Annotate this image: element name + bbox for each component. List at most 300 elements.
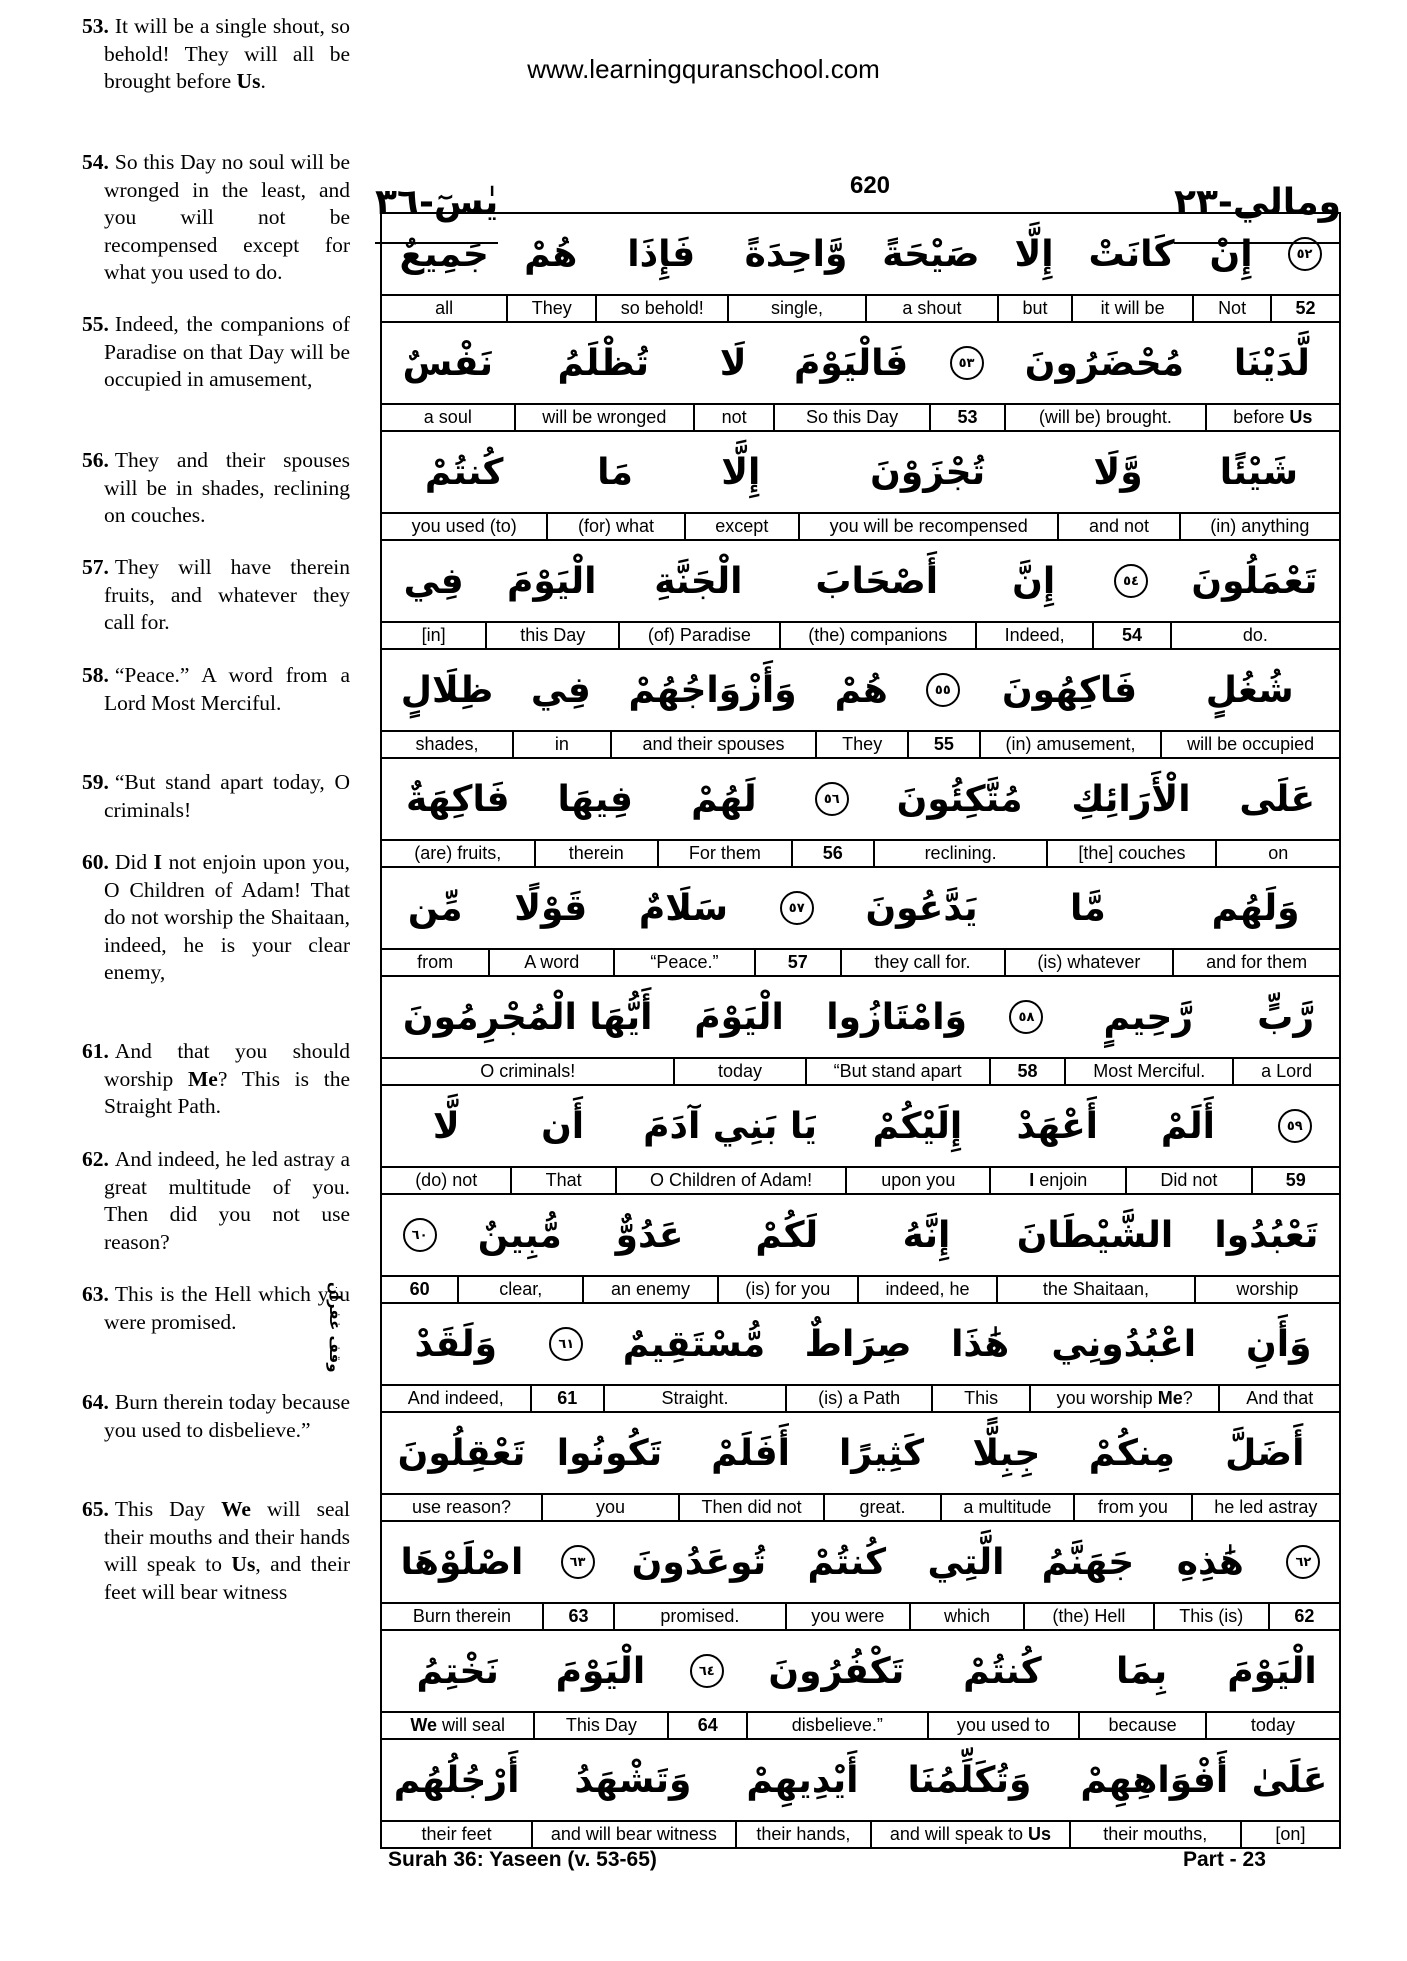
gloss-cell: will be wronged — [514, 405, 693, 430]
gloss-cell: reclining. — [873, 841, 1047, 866]
word-column — [684, 432, 798, 539]
gloss-cell: so behold! — [595, 296, 727, 321]
arabic-word: شُغُلٍ — [1160, 650, 1339, 732]
gloss-cell: (is) a Path — [785, 1386, 931, 1411]
word-column — [542, 1522, 613, 1629]
arabic-word: تُجْزَوْنَ — [798, 432, 1057, 514]
gloss-text: and will speak to — [889, 1824, 1028, 1844]
word-column — [927, 1631, 1079, 1738]
gloss-cell: do. — [1170, 623, 1339, 648]
verse-row — [382, 868, 1339, 977]
verse-translation — [82, 1146, 350, 1256]
word-by-word-grid — [380, 212, 1341, 1849]
ayah-marker-cell — [929, 323, 1004, 405]
arabic-word: مُتَّكِئُونَ — [873, 759, 1047, 841]
gloss-cell: from you — [1073, 1495, 1191, 1520]
arabic-word: صِرَاطٌ — [785, 1304, 931, 1386]
word-column — [989, 977, 1065, 1084]
verse-number: 60. — [82, 850, 109, 874]
word-column — [613, 868, 754, 975]
arabic-word: لَّدَيْنَا — [1205, 323, 1339, 405]
word-column — [615, 1086, 845, 1193]
word-column — [1240, 1740, 1339, 1847]
gloss-cell: he led astray — [1191, 1495, 1339, 1520]
gloss-cell — [1029, 1386, 1219, 1411]
verse-number: 59. — [82, 770, 109, 794]
arabic-word: فَاكِهَةٌ — [382, 759, 533, 841]
word-column — [940, 1413, 1073, 1520]
footer-part: Part - 23 — [1183, 1848, 1266, 1871]
arabic-word: لَّا — [382, 1086, 510, 1168]
arabic-word: لَا — [693, 323, 773, 405]
arabic-word: هُمْ — [506, 214, 595, 296]
word-column — [754, 868, 840, 975]
arabic-word: أَن — [510, 1086, 614, 1168]
arabic-word: هَٰذِهِ — [1153, 1522, 1268, 1604]
gloss-text: We — [410, 1715, 438, 1735]
verse-translation — [82, 311, 350, 394]
arabic-word: الْيَوْمَ — [1205, 1631, 1339, 1713]
surah-header: يٰسٓ-٣٦ — [375, 162, 498, 244]
gloss-cell: 56 — [791, 841, 873, 866]
ayah-end-icon: ٥٣ — [950, 346, 984, 380]
gloss-cell: (is) for you — [717, 1277, 857, 1302]
gloss-text: ? — [1182, 1388, 1193, 1408]
gloss-cell: a soul — [423, 407, 472, 427]
gloss-cell: (of) Paradise — [618, 623, 778, 648]
gloss-cell: Then did not — [678, 1495, 823, 1520]
verse-number: 56. — [82, 448, 109, 472]
word-column — [975, 541, 1092, 648]
verse-text: Burn therein today because you used to disbelieve.” — [104, 1390, 350, 1442]
word-column — [1268, 1522, 1339, 1629]
gloss-cell: 59 — [1251, 1168, 1339, 1193]
website-url: www.learningquranschool.com — [527, 54, 880, 84]
arabic-word: الشَّيْطَانَ — [996, 1195, 1194, 1277]
verse-text: They and their spouses will be in shades, reclining on couches. — [104, 448, 350, 527]
word-column — [673, 977, 804, 1084]
gloss-text: I — [1029, 1170, 1035, 1190]
verse-number: 64. — [82, 1390, 109, 1414]
arabic-word: أَرْجُلُهُم — [382, 1740, 531, 1822]
word-column — [582, 1195, 716, 1302]
gloss-cell: (are) fruits, — [414, 843, 502, 863]
gloss-cell: Straight. — [603, 1386, 785, 1411]
word-column — [785, 1304, 931, 1411]
verse-text: Me — [188, 1066, 218, 1091]
word-column — [693, 323, 773, 430]
arabic-word: فِي — [382, 541, 485, 623]
gloss-cell: you — [541, 1495, 678, 1520]
arabic-word: إِلَيْكُمْ — [845, 1086, 989, 1168]
word-column — [1218, 1304, 1339, 1411]
verse-text: And indeed, he led astray a great multitude of you. Then did you not use reason? — [104, 1147, 350, 1254]
verse-row — [382, 759, 1339, 868]
word-column — [1071, 214, 1192, 321]
arabic-word: أَعْهَدْ — [989, 1086, 1125, 1168]
word-column — [382, 1522, 542, 1629]
part-header: ومالي-٢٣ — [1174, 162, 1341, 244]
gloss-cell: their hands, — [735, 1822, 871, 1847]
arabic-word: إِنَّ — [975, 541, 1092, 623]
gloss-cell: and for them — [1172, 950, 1339, 975]
ayah-end-icon: ٦٢ — [1286, 1545, 1320, 1579]
gloss-cell: a multitude — [940, 1495, 1073, 1520]
word-column — [1057, 432, 1178, 539]
arabic-word: وَلَقَدْ — [382, 1304, 530, 1386]
arabic-word: فِي — [512, 650, 610, 732]
gloss-cell: a Lord — [1232, 1059, 1339, 1084]
margin-note: وقف غفران — [326, 1282, 344, 1373]
verse-translation — [82, 447, 350, 530]
arabic-word: أَفْوَاهِهِمْ — [1069, 1740, 1240, 1822]
verse-row — [382, 977, 1339, 1086]
verse-text: We — [221, 1497, 251, 1521]
arabic-word: كَانَتْ — [1071, 214, 1192, 296]
word-column — [717, 1195, 857, 1302]
word-column — [815, 650, 907, 757]
word-column — [931, 1304, 1029, 1411]
arabic-word: هَٰذَا — [931, 1304, 1029, 1386]
gloss-cell: will be occupied — [1160, 732, 1339, 757]
gloss-cell: from — [417, 952, 454, 972]
verse-text: So this Day no soul will be wronged in the least, and you will not be recompensed except for what you used to do. — [104, 150, 350, 284]
verse-row — [382, 1086, 1339, 1195]
gloss-cell: [on] — [1240, 1822, 1339, 1847]
arabic-word: بِمَا — [1078, 1631, 1205, 1713]
arabic-word: جَمِيعٌ — [382, 214, 506, 296]
gloss-cell: an enemy — [582, 1277, 716, 1302]
ayah-end-icon: ٦٤ — [690, 1654, 724, 1688]
gloss-cell: Indeed, — [975, 623, 1092, 648]
arabic-word: مِنكُمْ — [1073, 1413, 1191, 1495]
arabic-word: اعْبُدُونِي — [1029, 1304, 1219, 1386]
arabic-word: الْيَوْمَ — [485, 541, 618, 623]
verse-translation — [82, 554, 350, 637]
gloss-cell: you were — [785, 1604, 909, 1629]
verse-text: not enjoin upon you, O Children of Adam! That do not worship the Shaitaan, indeed, he is your clear enemy, — [104, 850, 350, 984]
arabic-word: وَأَزْوَاجُهُمْ — [610, 650, 816, 732]
word-column — [530, 1304, 604, 1411]
ayah-marker-cell — [667, 1631, 746, 1713]
arabic-word: إِلَّا — [684, 432, 798, 514]
gloss-cell: And that — [1218, 1386, 1339, 1411]
word-column — [512, 650, 610, 757]
ayah-end-icon: ٥٧ — [780, 891, 814, 925]
arabic-word: عَلَىٰ — [1240, 1740, 1339, 1822]
arabic-word: لَهُمْ — [657, 759, 791, 841]
gloss-cell: And indeed, — [407, 1388, 504, 1408]
verse-row — [382, 1631, 1339, 1740]
word-column — [1172, 868, 1339, 975]
gloss-cell: today — [673, 1059, 804, 1084]
arabic-word: نَفْسٌ — [382, 323, 514, 405]
word-column — [1192, 214, 1270, 321]
gloss-cell: This — [931, 1386, 1029, 1411]
word-column — [1205, 323, 1339, 430]
word-column — [870, 1740, 1069, 1847]
gloss-cell: A word — [488, 950, 613, 975]
word-column — [1215, 759, 1339, 866]
gloss-cell — [382, 1713, 533, 1738]
word-column — [546, 432, 683, 539]
arabic-word: سَلَامٌ — [613, 868, 754, 950]
gloss-cell: (in) anything — [1179, 514, 1339, 539]
word-column — [909, 1522, 1023, 1629]
ayah-end-icon: ٥٤ — [1114, 564, 1148, 598]
page-number: 620 — [849, 172, 891, 199]
verse-text: Us — [236, 69, 261, 93]
word-column — [1004, 323, 1205, 430]
gloss-text: enjoin — [1034, 1170, 1088, 1190]
arabic-word: فَاكِهُونَ — [979, 650, 1161, 732]
word-column — [382, 1304, 530, 1411]
verse-number: 63. — [82, 1282, 109, 1306]
verse-translation — [82, 662, 350, 717]
word-column — [382, 1631, 533, 1738]
verse-row — [382, 323, 1339, 432]
ayah-marker-cell — [1251, 1086, 1339, 1168]
verse-number: 55. — [82, 312, 109, 336]
verse-text: . — [260, 69, 266, 93]
gloss-cell: (will be) brought. — [1004, 405, 1205, 430]
arabic-word: وَتُكَلِّمُنَا — [870, 1740, 1069, 1822]
gloss-cell: the Shaitaan, — [996, 1277, 1194, 1302]
word-column — [667, 1631, 746, 1738]
verse-row — [382, 1195, 1339, 1304]
word-column — [613, 1522, 785, 1629]
ayah-marker-cell — [382, 1195, 457, 1277]
gloss-cell: 57 — [754, 950, 840, 975]
word-column — [865, 214, 997, 321]
word-column — [510, 1086, 614, 1193]
verse-number: 65. — [82, 1497, 109, 1521]
gloss-cell — [989, 1168, 1125, 1193]
gloss-cell: but — [997, 296, 1071, 321]
arabic-word: الَّتِي — [909, 1522, 1023, 1604]
gloss-cell: today — [1205, 1713, 1339, 1738]
gloss-text: Me — [1157, 1388, 1183, 1408]
verse-translation — [82, 849, 350, 987]
gloss-cell: on — [1215, 841, 1339, 866]
gloss-cell: 61 — [530, 1386, 604, 1411]
arabic-word: شَيْئًا — [1179, 432, 1339, 514]
arabic-word: أَلَمْ — [1125, 1086, 1250, 1168]
arabic-word: عَلَى — [1215, 759, 1339, 841]
gloss-cell: clear, — [457, 1277, 582, 1302]
verse-text: , and their feet will bear witness — [104, 1552, 351, 1604]
verse-row — [382, 1522, 1339, 1631]
gloss-cell: For them — [657, 841, 791, 866]
gloss-cell: 53 — [929, 405, 1004, 430]
arabic-word: مَا — [546, 432, 683, 514]
gloss-cell: Not — [1192, 296, 1270, 321]
ayah-end-icon: ٥٥ — [926, 673, 960, 707]
word-column — [840, 868, 1004, 975]
footer-surah: Surah 36: Yaseen (v. 53-65) — [388, 1848, 657, 1871]
arabic-word: مَّا — [1004, 868, 1173, 950]
word-column — [907, 650, 979, 757]
arabic-word: الْيَوْمَ — [673, 977, 804, 1059]
gloss-cell: [in] — [421, 625, 446, 645]
gloss-text: Us — [1289, 407, 1313, 427]
verse-translation — [82, 1281, 350, 1336]
gloss-cell: (the) Hell — [1023, 1604, 1153, 1629]
gloss-cell: (is) whatever — [1004, 950, 1173, 975]
gloss-cell: single, — [727, 296, 865, 321]
verse-text: Did — [114, 850, 154, 874]
word-column — [382, 977, 673, 1084]
gloss-cell: (do) not — [415, 1170, 478, 1190]
gloss-cell: you will be recompensed — [798, 514, 1057, 539]
arabic-word: يَدَّعُونَ — [840, 868, 1004, 950]
word-column — [595, 214, 727, 321]
word-column — [873, 759, 1047, 866]
verse-row — [382, 1413, 1339, 1522]
ayah-marker-cell — [791, 759, 873, 841]
ayah-marker-cell — [754, 868, 840, 950]
gloss-cell: great. — [823, 1495, 939, 1520]
arabic-word: تَعْقِلُونَ — [382, 1413, 541, 1495]
word-column — [488, 868, 613, 975]
arabic-word: وَلَهُم — [1172, 868, 1339, 950]
word-column — [845, 1086, 989, 1193]
gloss-cell: not — [693, 405, 773, 430]
word-column — [382, 1086, 510, 1193]
word-column — [1125, 1086, 1250, 1193]
word-column — [657, 759, 791, 866]
arabic-word: كُنتُمْ — [927, 1631, 1079, 1713]
word-column — [1064, 977, 1232, 1084]
gloss-cell: That — [510, 1168, 614, 1193]
gloss-cell: they call for. — [840, 950, 1004, 975]
gloss-cell: 54 — [1092, 623, 1169, 648]
arabic-word: تَكْفُرُونَ — [746, 1631, 926, 1713]
gloss-cell: [the] couches — [1046, 841, 1215, 866]
arabic-word: مُّسْتَقِيمٌ — [603, 1304, 785, 1386]
gloss-cell: worship — [1194, 1277, 1339, 1302]
word-column — [997, 214, 1071, 321]
arabic-word: أَيُّهَا الْمُجْرِمُونَ — [382, 977, 673, 1059]
word-column — [1205, 1631, 1339, 1738]
verse-translation — [82, 1389, 350, 1444]
verse-text: ? This is the Straight Path. — [104, 1066, 350, 1118]
verse-text: “Peace.” A word from a Lord Most Merciful. — [104, 663, 350, 715]
gloss-cell: Did not — [1125, 1168, 1250, 1193]
arabic-word: أَصْحَابَ — [779, 541, 975, 623]
gloss-cell: promised. — [613, 1604, 785, 1629]
arabic-word: تَعْبُدُوا — [1194, 1195, 1339, 1277]
ayah-end-icon: ٦٠ — [403, 1218, 437, 1252]
gloss-cell: and will bear witness — [531, 1822, 734, 1847]
verse-translation — [82, 13, 350, 96]
verse-number: 61. — [82, 1039, 109, 1063]
word-column — [989, 1086, 1125, 1193]
gloss-cell: Most Merciful. — [1064, 1059, 1232, 1084]
arabic-word: أَيْدِيهِمْ — [735, 1740, 871, 1822]
word-column — [1251, 1086, 1339, 1193]
arabic-word: كُنتُمْ — [382, 432, 546, 514]
verse-text: This Day — [114, 1497, 222, 1521]
word-column — [929, 323, 1004, 430]
word-column — [791, 759, 873, 866]
gloss-cell: shades, — [415, 734, 479, 754]
word-column — [773, 323, 929, 430]
arabic-word: يَا بَنِي آدَمَ — [615, 1086, 845, 1168]
word-column — [1092, 541, 1169, 648]
verse-number: 54. — [82, 150, 109, 174]
gloss-cell: (for) what — [546, 514, 683, 539]
arabic-word: ظِلَالٍ — [382, 650, 512, 732]
word-column — [979, 650, 1161, 757]
gloss-cell: This (is) — [1153, 1604, 1268, 1629]
verse-translation — [82, 149, 350, 287]
verse-row — [382, 432, 1339, 541]
word-column — [1153, 1522, 1268, 1629]
word-column — [382, 323, 514, 430]
verse-number: 53. — [82, 14, 109, 38]
arabic-word: الْأَرَائِكِ — [1046, 759, 1215, 841]
word-column — [382, 759, 533, 866]
ayah-marker-cell — [989, 977, 1065, 1059]
gloss-cell: They — [506, 296, 595, 321]
gloss-cell: O Children of Adam! — [615, 1168, 845, 1193]
ayah-marker-cell — [1092, 541, 1169, 623]
gloss-cell: So this Day — [773, 405, 929, 430]
word-column — [382, 1195, 457, 1302]
arabic-word: فِيهَا — [534, 759, 657, 841]
verse-translation — [82, 769, 350, 824]
verse-row — [382, 541, 1339, 650]
gloss-cell: except — [684, 514, 798, 539]
verse-translation — [82, 1496, 350, 1606]
verse-text: This is the Hell which you were promised. — [104, 1282, 350, 1334]
word-column — [382, 432, 546, 539]
arabic-word: كُنتُمْ — [785, 1522, 909, 1604]
arabic-word: مِّن — [382, 868, 488, 950]
word-column — [382, 868, 488, 975]
gloss-cell — [870, 1822, 1069, 1847]
arabic-word: جَهَنَّمُ — [1023, 1522, 1153, 1604]
word-column — [678, 1413, 823, 1520]
word-column — [746, 1631, 926, 1738]
gloss-text: you worship — [1056, 1388, 1158, 1408]
verse-text: They will have therein fruits, and whatever they call for. — [104, 555, 350, 634]
gloss-cell: 64 — [667, 1713, 746, 1738]
word-column — [1179, 432, 1339, 539]
arabic-word: تَكُونُوا — [541, 1413, 678, 1495]
gloss-cell: therein — [534, 841, 657, 866]
ayah-end-icon: ٥٦ — [815, 782, 849, 816]
word-column — [785, 1522, 909, 1629]
gloss-cell: and not — [1057, 514, 1178, 539]
gloss-cell: “Peace.” — [613, 950, 754, 975]
gloss-text: Us — [1027, 1824, 1051, 1844]
verse-text: I — [153, 850, 163, 874]
ayah-marker-cell — [1270, 214, 1339, 296]
word-column — [798, 432, 1057, 539]
word-column — [541, 1413, 678, 1520]
gloss-cell: O criminals! — [480, 1061, 576, 1081]
arabic-word: رَّحِيمٍ — [1064, 977, 1232, 1059]
arabic-word: الْجَنَّةِ — [618, 541, 778, 623]
gloss-cell: (the) companions — [779, 623, 975, 648]
word-column — [514, 323, 693, 430]
word-column — [1194, 1195, 1339, 1302]
word-column — [457, 1195, 582, 1302]
verse-translation — [82, 1038, 350, 1121]
gloss-cell: 55 — [907, 732, 979, 757]
